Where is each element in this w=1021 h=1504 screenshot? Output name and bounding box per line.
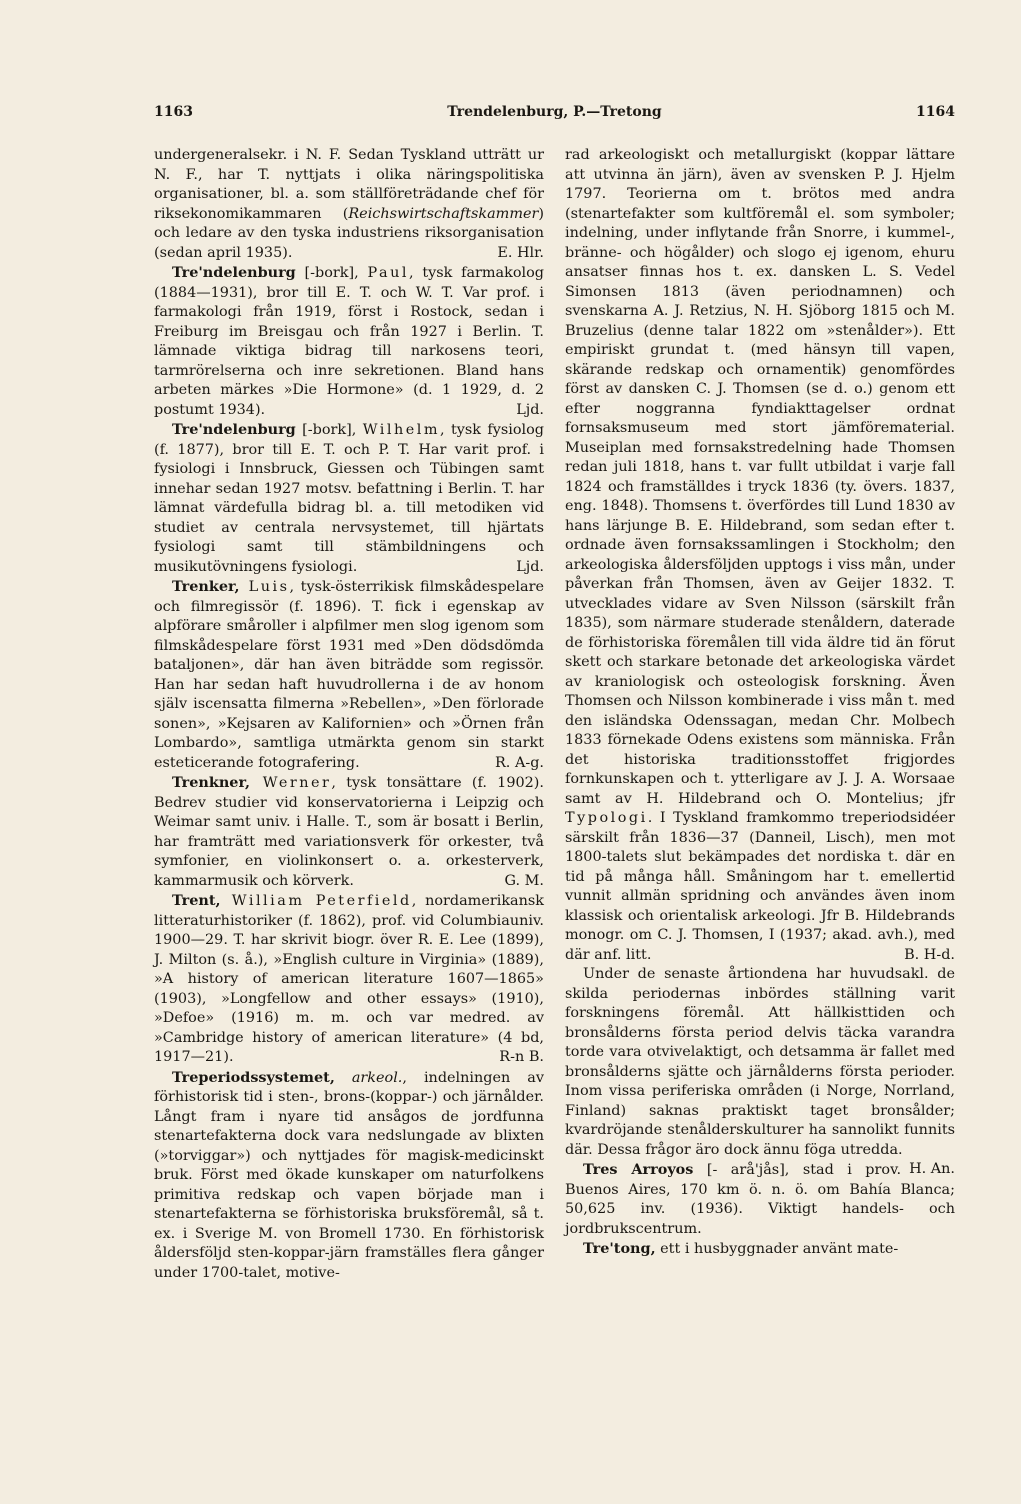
entry-text: [- arå'jås], stad i prov. Buenos Aires, 170 km ö. n. ö. om Bahía Blanca; 50,625 inv. (1936). Viktigt handels- och jordbrukscentrum. xyxy=(565,1162,955,1237)
entry-tres-arroyos xyxy=(565,1160,955,1239)
entry-trenker xyxy=(154,577,544,773)
author-signature: Ljd. xyxy=(516,558,544,575)
entry-trent xyxy=(154,891,544,1068)
author-signature: E. Hlr. xyxy=(497,244,544,261)
entry-forename: Paul xyxy=(367,265,409,281)
entry-forename: William Peterfield xyxy=(220,893,412,909)
author-signature: Ljd. xyxy=(516,401,544,418)
entry-headword: Tre'tong, xyxy=(583,1240,656,1257)
entry-forename: Luis xyxy=(239,579,290,595)
author-signature: B. H-d. xyxy=(904,946,955,963)
entry-headword: Tre'ndelenburg xyxy=(172,264,296,281)
author-signature: H. An. xyxy=(909,1161,955,1177)
author-signature: R. A-g. xyxy=(494,754,544,771)
entry-text: . I Tyskland framkommo treperiodsidéer särskilt från 1836—37 (Danneil, Lisch), men mot 1800-talets slut bekämpades det nordiska t. där en tid på många håll. Småningom har t. emellertid vunnit allmän spridning och användes även inom klassisk och orientalisk arkeologi. Jfr B. Hildebrands monogr. om C. J. Thomsen, I (1937; akad. avh.), med där anf. litt. xyxy=(565,810,955,963)
entry-subject-abbrev: arkeol. xyxy=(351,1069,403,1086)
entry-trendelenburg-wilhelm xyxy=(154,420,544,577)
entry-text: , tysk fysiolog (f. 1877), bror till E. T. och P. T. Har varit prof. i fysiologi i Innsbruck, Giessen och Tübingen samt innehar sedan 1927 motsv. befattning i Berlin. T. har lämnat värdefulla bidrag bl. a. till metodiken vid studiet av centrala nervsystemet, till hjärtats fysiologi samt till stämbildningens och musikutövningens fysiologi. xyxy=(154,422,544,575)
entry-text: , nordamerikansk litteraturhistoriker (f. 1862), prof. vid Columbiauniv. 1900—29. T. har skrivit biogr. över R. E. Lee (1899), J. Milton (s. å.), »English culture in Virginia» (1889), »A history of american literature 1607—1865» (1903), »Longfellow and other essays» (1910), »Defoe» (1916) m. m. och var medred. av »Cambridge history of american literature» (4 bd, 1917—21). xyxy=(154,893,544,1065)
page-number-right: 1164 xyxy=(916,104,955,120)
entry-pronunciation: [-bork], xyxy=(295,422,363,438)
entry-forename: Wilhelm xyxy=(362,422,440,438)
entry-trendelenburg-paul xyxy=(154,263,544,420)
entry-text: ) och ledare av den tyska industriens riksorganisation (sedan april 1935). xyxy=(154,205,544,261)
running-header xyxy=(154,104,955,128)
entry-text: Under de senaste årtiondena har huvudsakl. de skilda periodernas inbördes ställning varit forskningens föremål. Att hällkisttiden och bronsålderns första period delvis täcka varandra torde vara otvivelaktigt, och detsamma är fallet med bronsålderns sjätte och järnålderns första perioder. Inom vissa periferiska områden (i Norge, Norrland, Finland) saknas praktiskt taget bronsålder; kvardröjande stenålderskulturer ha sannolikt funnits där. Dessa frågor äro dock ännu föga utredda. xyxy=(565,966,955,1158)
entry-text: ett i husbyggnader använt mate- xyxy=(655,1241,899,1257)
entry-headword: Trent, xyxy=(172,892,221,909)
entry-treperiodssystemet xyxy=(154,1068,544,1284)
page-number-left: 1163 xyxy=(154,104,193,120)
entry-forename: Werner xyxy=(250,775,332,791)
running-title: Trendelenburg, P.—Tretong xyxy=(447,104,662,120)
entry-headword: Treperiodssystemet, xyxy=(172,1068,335,1086)
entry-tretong xyxy=(565,1239,955,1260)
entry-text: , tysk farmakolog (1884—1931), bror till E. T. och W. T. Var prof. i farmakologi från 1919, först i Rostock, sedan i Freiburg im Breisgau och från 1927 i Berlin. T. lämnade viktiga bidrag till narkosens teori, tarmrörelserna och inre sekretionen. Bland hans arbeten märkes »Die Hormone» (d. 1 1929, d. 2 postumt 1934). xyxy=(154,265,544,418)
entry-text: rad arkeologiskt och metallurgiskt (koppar lättare att utvinna än järn), även av svensken P. J. Hjelm 1797. Teorierna om t. brötos med andra (stenartefakter som kultföremål el. som symboler; indelning, under inflytande från Snorre, i kummel-, bränne- och högålder) och slogo ej igenom, ehuru ansatser finnas hos t. ex. dansken L. S. Vedel Simonsen 1813 (även periodnamnen) och svenskarna A. J. Retzius, N. H. Sjöborg 1815 och M. Bruzelius (denne talar 1822 om »stenålder»). Ett empiriskt grundat t. (med hänsyn till vapen, skärande redskap och ornamentik) genomfördes först av dansken C. J. Thomsen (se d. o.) genom ett efter noggranna fyndiakttagelser ordnat fornsaksmuseum med stort jämförematerial. Museiplan med fornsakstredelning hade Thomsen redan juli 1818, hans t. var fullt utbildat i varje fall 1824 och framställdes i tryck 1836 (ty. övers. 1837, eng. 1848). Thomsens t. överfördes till Lund 1830 av hans lärjunge B. E. Hildebrand, som sedan efter t. ordnade även fornsakssamlingen i Stockholm; den arkeologiska åldersföljden upptogs i viss mån, under påverkan från Thomsen, även av Geijer 1832. T. utvecklades vidare av Sven Nilsson (särskilt från 1835), som närmare studerade stenåldern, daterade de förhistoriska föremålen till vida äldre tid än förut skett och starkare betonade det arkeologiska värdet av kraniologisk och osteologisk forskning. Även Thomsen och Nilsson kombinerade i viss mån t. med den isländska Odenssagan, medan Chr. Molbech 1833 förnekade Odens existens som människa. Från det historiska traditionsstoffet frigjordes fornkunskapen och t. ytterligare av J. J. A. Worsaae samt av H. Hildebrand och O. Montelius; jfr xyxy=(565,147,955,807)
entry-text: , indelningen av förhistorisk tid i sten-, brons-(koppar-) och järnålder. Långt fram i nyare tid ansågos de jordfunna stenartefakterna dock vara nedslungade av blixten (»torviggar») och nyttjades för magisk-medicinskt bruk. Först med ökade kunskaper om naturfolkens primitiva redskap och vapen började man i stenartefakterna se förhistoriska bruksföremål, så t. ex. i Sverige M. von Bromell 1730. En förhistorisk åldersföljd sten-koppar-järn framställes flera gånger under 1700-talet, motive- xyxy=(154,1069,544,1281)
entry-headword: Trenkner, xyxy=(172,774,250,791)
entry-trenkner xyxy=(154,773,544,891)
cross-reference: Typologi xyxy=(565,810,648,826)
entry-continuation xyxy=(154,146,544,263)
entry-continuation xyxy=(565,146,955,965)
entry-headword: Trenker, xyxy=(172,578,240,595)
entry-headword: Tres Arroyos xyxy=(583,1161,694,1178)
entry-italic: Reichswirtschaftskammer xyxy=(348,205,539,222)
left-column xyxy=(154,146,544,1283)
entry-headword: Tre'ndelenburg xyxy=(172,421,296,438)
right-column xyxy=(565,146,955,1260)
entry-pronunciation: [-bork], xyxy=(295,265,368,281)
entry-text: , tysk-österrikisk filmskådespelare och filmregissör (f. 1896). T. fick i egenskap av alpförare småroller i alpfilmer men slog igenom som filmskådespelare först 1931 med »Den dödsdömda bataljonen», där han även biträdde som regissör. Han har sedan haft huvudrollerna i de av honom själv iscensatta filmerna »Rebellen», »Den förlorade sonen», »Kejsaren av Kalifornien» och »Örnen från Lombardo», samtliga utmärkta genom sin starkt esteticerande fotografering. xyxy=(154,579,544,771)
author-signature: R-n B. xyxy=(499,1049,544,1065)
author-signature: G. M. xyxy=(504,872,544,889)
entry-text: , tysk tonsättare (f. 1902). Bedrev studier vid konservatorierna i Leipzig och Weimar samt univ. i Halle. T., som är bosatt i Berlin, har framträtt med variationsverk för orkester, två symfonier, en violinkonsert o. a. orkesterverk, kammarmusik och körverk. xyxy=(154,775,544,889)
entry-text: undergeneralsekr. i N. F. Sedan Tyskland utträtt ur N. F., har T. nyttjats i olika näringspolitiska organisationer, bl. a. som ställföreträdande chef för riksekonomikammaren ( xyxy=(154,147,544,222)
